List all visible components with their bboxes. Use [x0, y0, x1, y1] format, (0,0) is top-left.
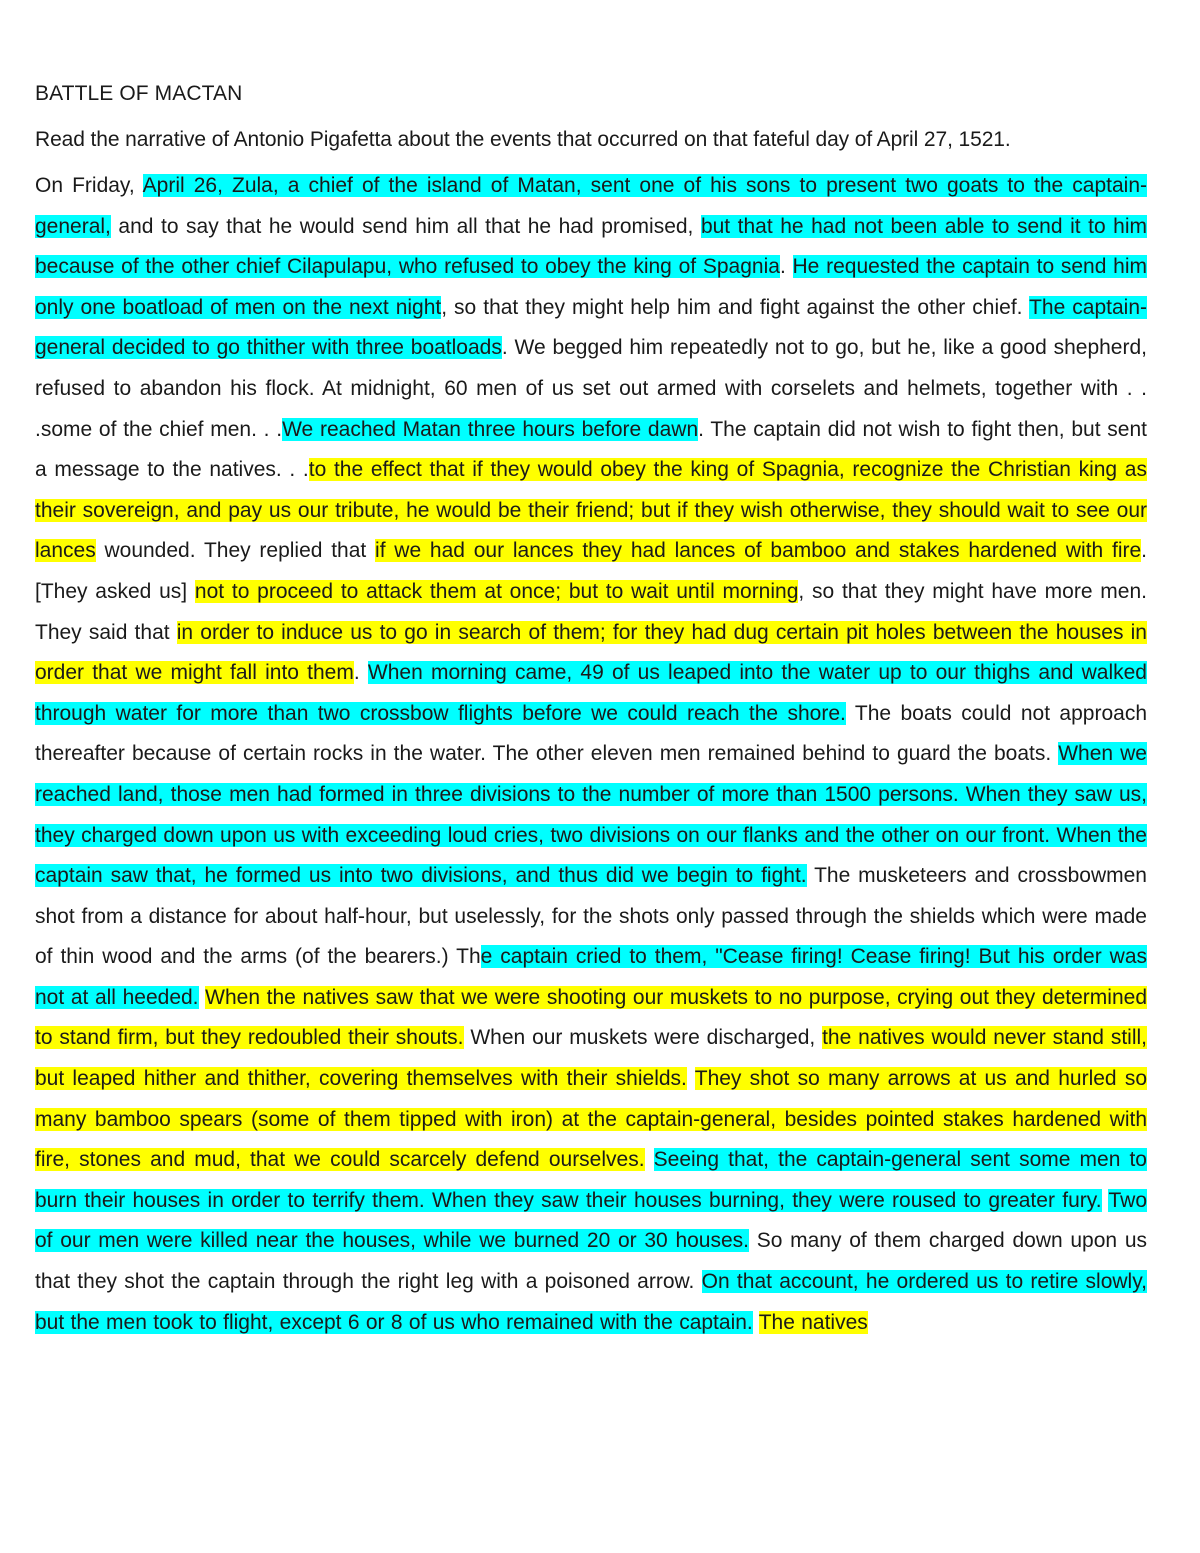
narrative-text: .: [779, 255, 793, 279]
highlighted-text-cyan: Two of our men were killed near the houses, while we burned 20 or 30 houses.: [35, 1188, 1147, 1253]
highlighted-text-yellow: if we had our lances they had lances of bamboo and stakes hardened with fire: [375, 539, 1142, 563]
document-title: BATTLE OF MACTAN: [35, 82, 243, 105]
narrative-text: .: [353, 661, 368, 685]
highlighted-text-yellow: The natives: [758, 1310, 868, 1334]
narrative-text: . The captain did not wish to fight then, but sent a message to the natives. . .: [35, 417, 1147, 482]
narrative-text: [753, 1311, 759, 1334]
narrative-text: [687, 1067, 695, 1090]
highlighted-text-cyan: We reached Matan three hours before dawn: [282, 417, 699, 441]
highlighted-text-yellow: the natives would never stand still, but leaped hither and thither, covering themselves with their shields.: [35, 1026, 1148, 1091]
narrative-paragraph: [35, 166, 1147, 1343]
highlighted-text-yellow: They shot so many arrows at us and hurled so many bamboo spears (some of them tipped with iron) at the captain-general, besides pointed stakes hardened with fire, stones and mud, that we could scarcely defend ourselves.: [35, 1067, 1147, 1172]
narrative-text: wounded. They replied that: [95, 539, 376, 563]
highlighted-text-cyan: Seeing that, the captain-general sent some men to burn their houses in order to terrify them. When they saw their houses burning, they were roused to greater fury.: [35, 1148, 1147, 1212]
highlighted-text-cyan: but that he had not been able to send it to him because of the other chief Cilapulapu, who refused to obey the king of Spagnia: [35, 214, 1147, 279]
highlighted-text-cyan: When we reached land, those men had formed in three divisions to the number of more than 1500 persons. When they saw us, they charged down upon us with exceeding loud cries, two divisions on our flanks and the other on our front. When the captain saw that, he formed us into two divisions, and thus did we begin to fight.: [35, 742, 1147, 888]
narrative-text: [645, 1148, 654, 1171]
highlighted-text-cyan: April 26, Zula, a chief of the island of Matan, sent one of his sons to present two goats to the captain-general,: [35, 174, 1147, 238]
highlighted-text-cyan: The captain-general decided to go thither with three boatloads: [35, 295, 1147, 360]
narrative-text: The musketeers and crossbowmen shot from a distance for about half-hour, but uselessly, for the shots only passed through the shields which were made of thin wood and the arms (of the bearers.) Th: [35, 864, 1147, 969]
narrative-text: , so that they might have more men. They said that: [35, 579, 1147, 644]
narrative-text: . [They asked us]: [35, 539, 1147, 603]
highlighted-text-cyan: On that account, he ordered us to retire slowly, but the men took to flight, except 6 or 8 of us who remained with the captain.: [35, 1270, 1147, 1334]
highlighted-text-yellow: When the natives saw that we were shooting our muskets to no purpose, crying out they determined to stand firm, but they redoubled their shouts.: [35, 985, 1147, 1050]
highlighted-text-cyan: When morning came, 49 of us leaped into the water up to our thighs and walked through water for more than two crossbow flights before we could reach the shore.: [35, 661, 1147, 725]
highlighted-text-yellow: not to proceed to attack them at once; but to wait until morning: [194, 579, 799, 603]
narrative-text: . We begged him repeatedly not to go, but he, like a good shepherd, refused to abandon his flock. At midnight, 60 men of us set out armed with corselets and helmets, together with . . .some of the chief men. . .: [35, 336, 1147, 441]
document-page: [35, 78, 1147, 1343]
highlighted-text-yellow: to the effect that if they would obey the king of Spagnia, recognize the Christian king as their sovereign, and pay us our tribute, he would be their friend; but if they wish otherwise, they should wait to see our lances: [35, 458, 1147, 563]
highlighted-text-yellow: in order to induce us to go in search of them; for they had dug certain pit holes between the houses in order that we might fall into them: [35, 620, 1147, 685]
narrative-text: and to say that he would send him all that he had promised,: [110, 214, 701, 238]
highlighted-text-cyan: e captain cried to them, "Cease firing! Cease firing! But his order was not at all heeded.: [35, 945, 1147, 1009]
narrative-text: , so that they might help him and fight against the other chief.: [441, 295, 1030, 319]
narrative-text: The boats could not approach thereafter because of certain rocks in the water. The other eleven men remained behind to guard the boats.: [35, 701, 1147, 766]
highlighted-text-cyan: He requested the captain to send him only one boatload of men on the next night: [35, 255, 1147, 319]
intro-paragraph: Read the narrative of Antonio Pigafetta about the events that occurred on that fateful day of April 27, 1521.: [35, 128, 1011, 151]
narrative-text: On Friday,: [35, 174, 143, 197]
narrative-text: So many of them charged down upon us that they shot the captain through the right leg with a poisoned arrow.: [35, 1229, 1147, 1294]
narrative-text: When our muskets were discharged,: [463, 1026, 823, 1050]
